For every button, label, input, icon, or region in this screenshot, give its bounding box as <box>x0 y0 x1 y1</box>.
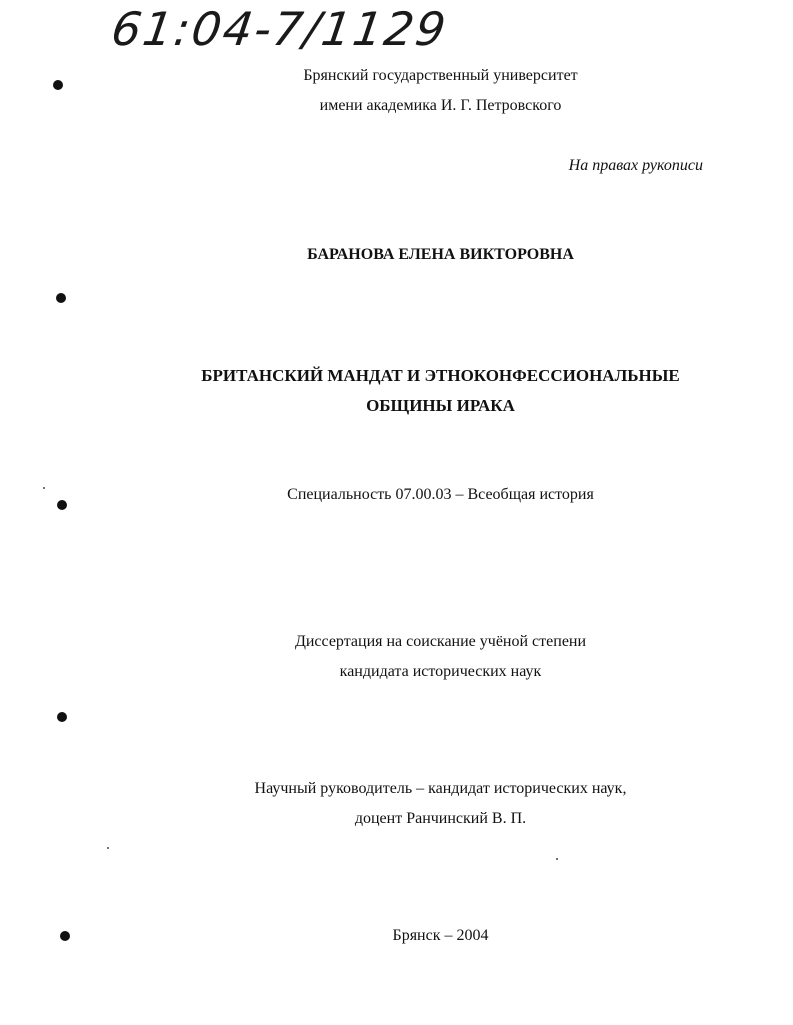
binding-hole-mark <box>53 80 63 90</box>
scan-speck <box>556 858 558 860</box>
university-name-line2: имени академика И. Г. Петровского <box>319 97 562 114</box>
author-name: БАРАНОВА ЕЛЕНА ВИКТОРОВНА <box>307 246 574 263</box>
city-year: Брянск – 2004 <box>392 927 489 944</box>
advisor-line1: Научный руководитель – кандидат исторических наук, <box>254 780 627 797</box>
binding-hole-mark <box>60 931 70 941</box>
thesis-title-line2: ОБЩИНЫ ИРАКА <box>366 396 515 415</box>
binding-hole-mark <box>56 293 66 303</box>
binding-hole-mark <box>57 712 67 722</box>
specialty-line: Специальность 07.00.03 – Всеобщая история <box>287 486 594 503</box>
manuscript-rights-note: На правах рукописи <box>568 157 703 174</box>
binding-hole-mark <box>57 500 67 510</box>
scan-speck <box>43 487 45 489</box>
handwritten-archive-code: 61:04-7/1129 <box>108 2 451 56</box>
scan-speck <box>107 847 109 849</box>
dissertation-degree-line1: Диссертация на соискание учёной степени <box>294 633 587 650</box>
thesis-title-line1: БРИТАНСКИЙ МАНДАТ И ЭТНОКОНФЕССИОНАЛЬНЫЕ <box>201 366 680 385</box>
advisor-line2: доцент Ранчинский В. П. <box>354 810 527 827</box>
dissertation-degree-line2: кандидата исторических наук <box>339 663 542 680</box>
university-name-line1: Брянский государственный университет <box>303 67 578 84</box>
